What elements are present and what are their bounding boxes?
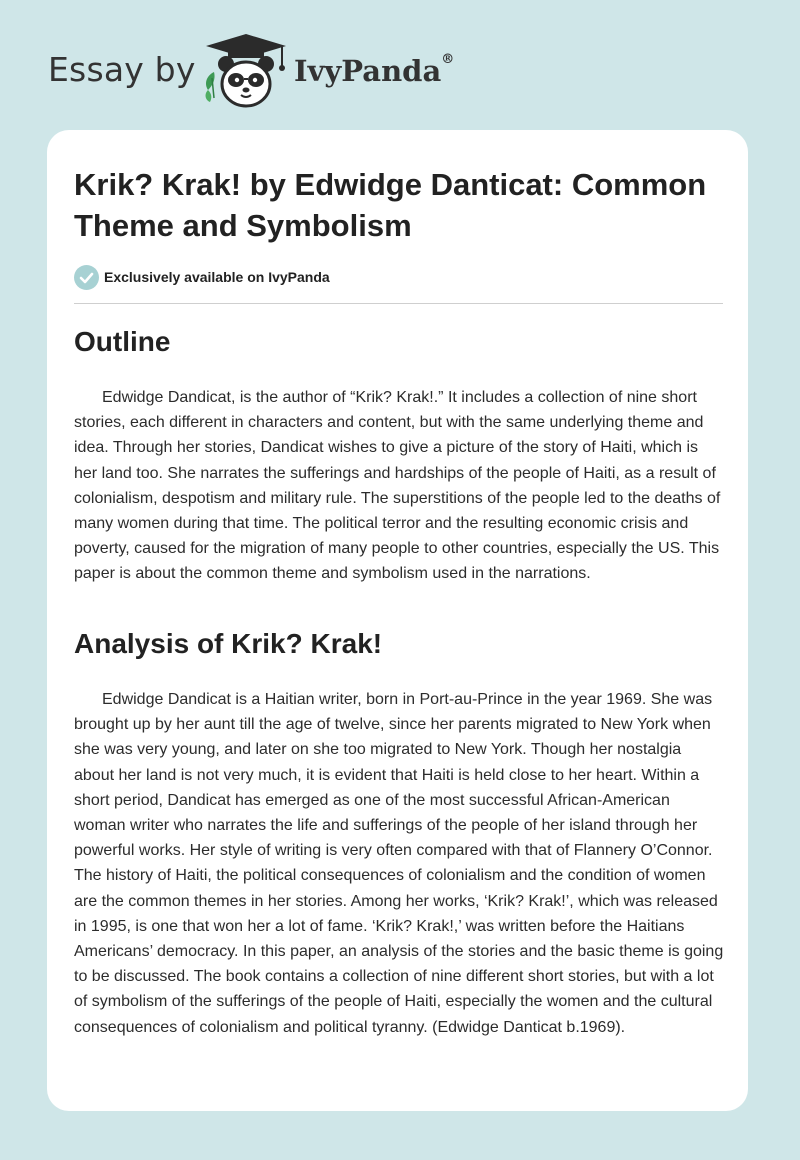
essay-by-label: Essay by <box>48 50 196 89</box>
article-card <box>47 130 748 1111</box>
registered-mark: ® <box>441 52 455 67</box>
brand-logo-text[interactable] <box>294 54 454 88</box>
panda-graduate-icon[interactable] <box>196 32 290 112</box>
page-title: Krik? Krak! by Edwidge Danticat: Common Theme and Symbolism <box>74 167 707 243</box>
exclusive-label: Exclusively available on IvyPanda <box>104 269 330 285</box>
brand-name: IvyPanda <box>294 54 442 88</box>
check-icon <box>74 265 99 290</box>
divider <box>74 303 723 304</box>
site-header <box>0 0 800 130</box>
section-heading-outline: Outline <box>74 326 171 357</box>
ivy-leaf-icon <box>206 72 215 102</box>
exclusive-badge <box>74 264 330 290</box>
section-body-analysis: Edwidge Dandicat is a Haitian writer, born in Port-au-Prince in the year 1969. She was brought up by her aunt till the age of twelve, since her parents migrated to New York when she was very young, and later on she too migrated to New York. Though her nostalgia about her land is not very much, it is evident that Haiti is held close to her heart. Within a short period, Dandicat has emerged as one of the most successful African-American woman writer who narrates the life and sufferings of the people of her island through her powerful works. Her style of writing is very often compared with that of Flannery O’Connor. The history of Haiti, the political consequences of colonialism and the condition of women are the common themes in her stories. Among her works, ‘Krik? Krak!’, which was released in 1995, is one that won her a lot of fame. ‘Krik? Krak!,’ was written before the Haitians Americans’ democracy. In this paper, an analysis of the stories and the basic theme is going to be discussed. The book contains a collection of nine different short stories, but with a lot of symbolism of the sufferings of the people of Haiti, especially the women and the cultural consequences of colonialism and political tyranny. (Edwidge Danticat b.1969). <box>74 691 724 1036</box>
section-body-outline: Edwidge Dandicat, is the author of “Krik? Krak!.” It includes a collection of nine short stories, each different in characters and content, but with the same underlying theme and idea. Through her stories, Dandicat wishes to give a picture of the story of Haiti, which is her land too. She narrates the sufferings and hardships of the people of Haiti, as a result of colonialism, despotism and military rule. The superstitions of the people led to the deaths of many women during that time. The political terror and the resulting economic crisis and poverty, caused for the migration of many people to other countries, especially the US. This paper is about the common theme and symbolism used in the narrations. <box>74 389 721 583</box>
section-heading-analysis: Analysis of Krik? Krak! <box>74 628 383 659</box>
